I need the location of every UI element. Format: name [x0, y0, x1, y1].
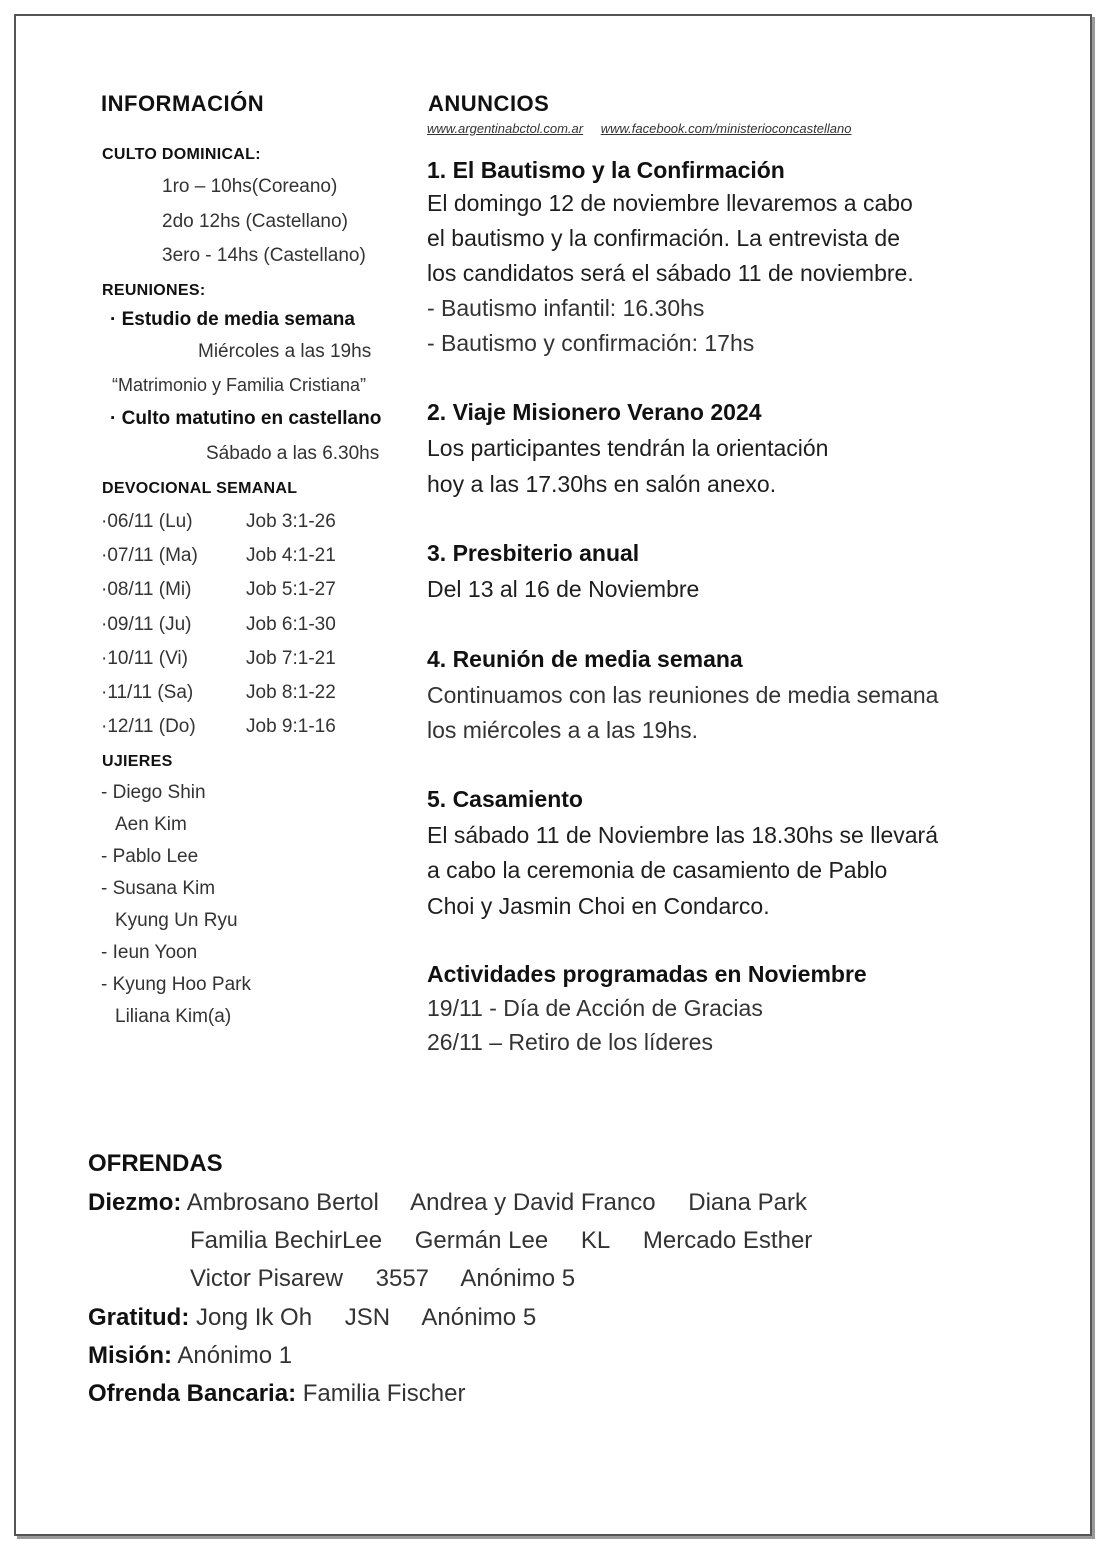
devocional-date: ·09/11 (Ju)	[101, 614, 192, 635]
diezmo-label: Diezmo:	[88, 1189, 182, 1216]
anuncio-line: los candidatos será el sábado 11 de noviembre.	[427, 260, 914, 286]
donor-name: Jong Ik Oh	[196, 1304, 313, 1331]
estudio-time: Miércoles a las 19hs	[198, 341, 372, 362]
devocional-row	[101, 682, 401, 708]
donor-name: Ambrosano Bertol	[186, 1189, 379, 1216]
devocional-date: ·11/11 (Sa)	[101, 682, 194, 703]
devocional-date: ·08/11 (Mi)	[101, 579, 192, 600]
diezmo-row	[190, 1265, 601, 1293]
devocional-date: ·10/11 (Vi)	[101, 648, 188, 669]
culto-heading: CULTO DOMINICAL:	[102, 146, 261, 163]
culto-line: 1ro – 10hs(Coreano)	[162, 176, 338, 197]
donor-name: Victor Pisarew	[190, 1265, 343, 1292]
devocional-row	[101, 511, 401, 537]
links-row	[427, 121, 865, 136]
mision-label: Misión:	[88, 1342, 172, 1369]
anuncio-line: 19/11 - Día de Acción de Gracias	[427, 995, 763, 1021]
anuncio-title: 1. El Bautismo y la Confirmación	[427, 157, 785, 183]
bancaria-label: Ofrenda Bancaria:	[88, 1380, 297, 1407]
donor-name: Diana Park	[688, 1189, 807, 1216]
anuncio-line: hoy a las 17.30hs en salón anexo.	[427, 471, 777, 497]
anuncio-title: 4. Reunión de media semana	[427, 646, 743, 672]
anuncio-line: - Bautismo infantil: 16.30hs	[427, 295, 705, 321]
devocional-row	[101, 545, 401, 571]
anuncio-line: a cabo la ceremonia de casamiento de Pablo	[427, 857, 888, 883]
devocional-row	[101, 716, 401, 742]
donor-name: Anónimo 1	[177, 1342, 293, 1369]
anuncio-title: 5. Casamiento	[427, 786, 583, 812]
estudio-theme: “Matrimonio y Familia Cristiana”	[112, 375, 367, 395]
devocional-ref: Job 5:1-27	[246, 579, 336, 600]
devocional-ref: Job 3:1-26	[246, 511, 336, 532]
anuncio-title: Actividades programadas en Noviembre	[427, 961, 867, 987]
donor-name: Germán Lee	[414, 1227, 549, 1254]
gratitud-row	[88, 1304, 562, 1332]
anuncio-line: Choi y Jasmin Choi en Condarco.	[427, 893, 770, 919]
ujier-name: - Pablo Lee	[101, 846, 199, 867]
anuncio-line: Del 13 al 16 de Noviembre	[427, 576, 700, 602]
diezmo-row	[190, 1227, 838, 1255]
website-link[interactable]: www.argentinabctol.com.ar	[427, 121, 584, 136]
culto-line: 3ero - 14hs (Castellano)	[162, 245, 366, 266]
ujier-name: - Ieun Yoon	[101, 942, 198, 963]
devocional-row	[101, 648, 401, 674]
donor-name: 3557	[375, 1265, 430, 1292]
ofrendas-title: OFRENDAS	[88, 1150, 223, 1177]
anuncio-line: 26/11 – Retiro de los líderes	[427, 1029, 713, 1055]
ujier-name: - Susana Kim	[101, 878, 216, 899]
anuncio-line: Continuamos con las reuniones de media semana	[427, 682, 939, 708]
anuncio-line: El domingo 12 de noviembre llevaremos a cabo	[427, 190, 913, 216]
devocional-date: ·07/11 (Ma)	[101, 545, 198, 566]
mision-row	[88, 1342, 318, 1370]
anuncio-line: Los participantes tendrán la orientación	[427, 435, 829, 461]
donor-name: Mercado Esther	[642, 1227, 813, 1254]
devocional-ref: Job 9:1-16	[246, 716, 336, 737]
devocional-date: ·06/11 (Lu)	[101, 511, 193, 532]
donor-name: Anónimo 5	[460, 1265, 576, 1292]
diezmo-row	[88, 1189, 833, 1217]
reuniones-heading: REUNIONES:	[102, 282, 206, 299]
devocional-ref: Job 6:1-30	[246, 614, 336, 635]
devocional-heading: DEVOCIONAL SEMANAL	[102, 480, 298, 497]
estudio-title: · Estudio de media semana	[110, 309, 355, 330]
anuncio-line: - Bautismo y confirmación: 17hs	[427, 330, 755, 356]
donor-name: KL	[580, 1227, 611, 1254]
ujier-name: Liliana Kim(a)	[115, 1006, 232, 1027]
ujieres-heading: UJIERES	[102, 753, 173, 770]
anuncio-line: los miércoles a a las 19hs.	[427, 717, 699, 743]
donor-name: Anónimo 5	[421, 1304, 537, 1331]
anuncio-line: el bautismo y la confirmación. La entrevista de	[427, 225, 901, 251]
devocional-ref: Job 7:1-21	[246, 648, 336, 669]
donor-name: Familia BechirLee	[190, 1227, 383, 1254]
culto-line: 2do 12hs (Castellano)	[162, 211, 348, 232]
culto-matutino-title: · Culto matutino en castellano	[110, 408, 382, 429]
anuncio-line: El sábado 11 de Noviembre las 18.30hs se llevará	[427, 822, 938, 848]
devocional-row	[101, 579, 401, 605]
bancaria-row	[88, 1380, 491, 1408]
donor-name: Familia Fischer	[302, 1380, 466, 1407]
info-title: INFORMACIÓN	[101, 91, 265, 116]
culto-matutino-time: Sábado a las 6.30hs	[206, 443, 380, 464]
devocional-ref: Job 4:1-21	[246, 545, 336, 566]
donor-name: Andrea y David Franco	[410, 1189, 656, 1216]
ujier-name: - Diego Shin	[101, 782, 206, 803]
facebook-link[interactable]: www.facebook.com/ministerioconcastellano	[600, 121, 852, 136]
donor-name: JSN	[344, 1304, 391, 1331]
ujier-name: Kyung Un Ryu	[115, 910, 238, 931]
devocional-row	[101, 614, 401, 640]
anuncio-title: 2. Viaje Misionero Verano 2024	[427, 399, 762, 425]
ujier-name: - Kyung Hoo Park	[101, 974, 251, 995]
devocional-date: ·12/11 (Do)	[101, 716, 196, 737]
gratitud-label: Gratitud:	[88, 1304, 190, 1331]
devocional-ref: Job 8:1-22	[246, 682, 336, 703]
anuncio-title: 3. Presbiterio anual	[427, 540, 640, 566]
ujier-name: Aen Kim	[115, 814, 187, 835]
anuncios-title: ANUNCIOS	[428, 91, 550, 116]
